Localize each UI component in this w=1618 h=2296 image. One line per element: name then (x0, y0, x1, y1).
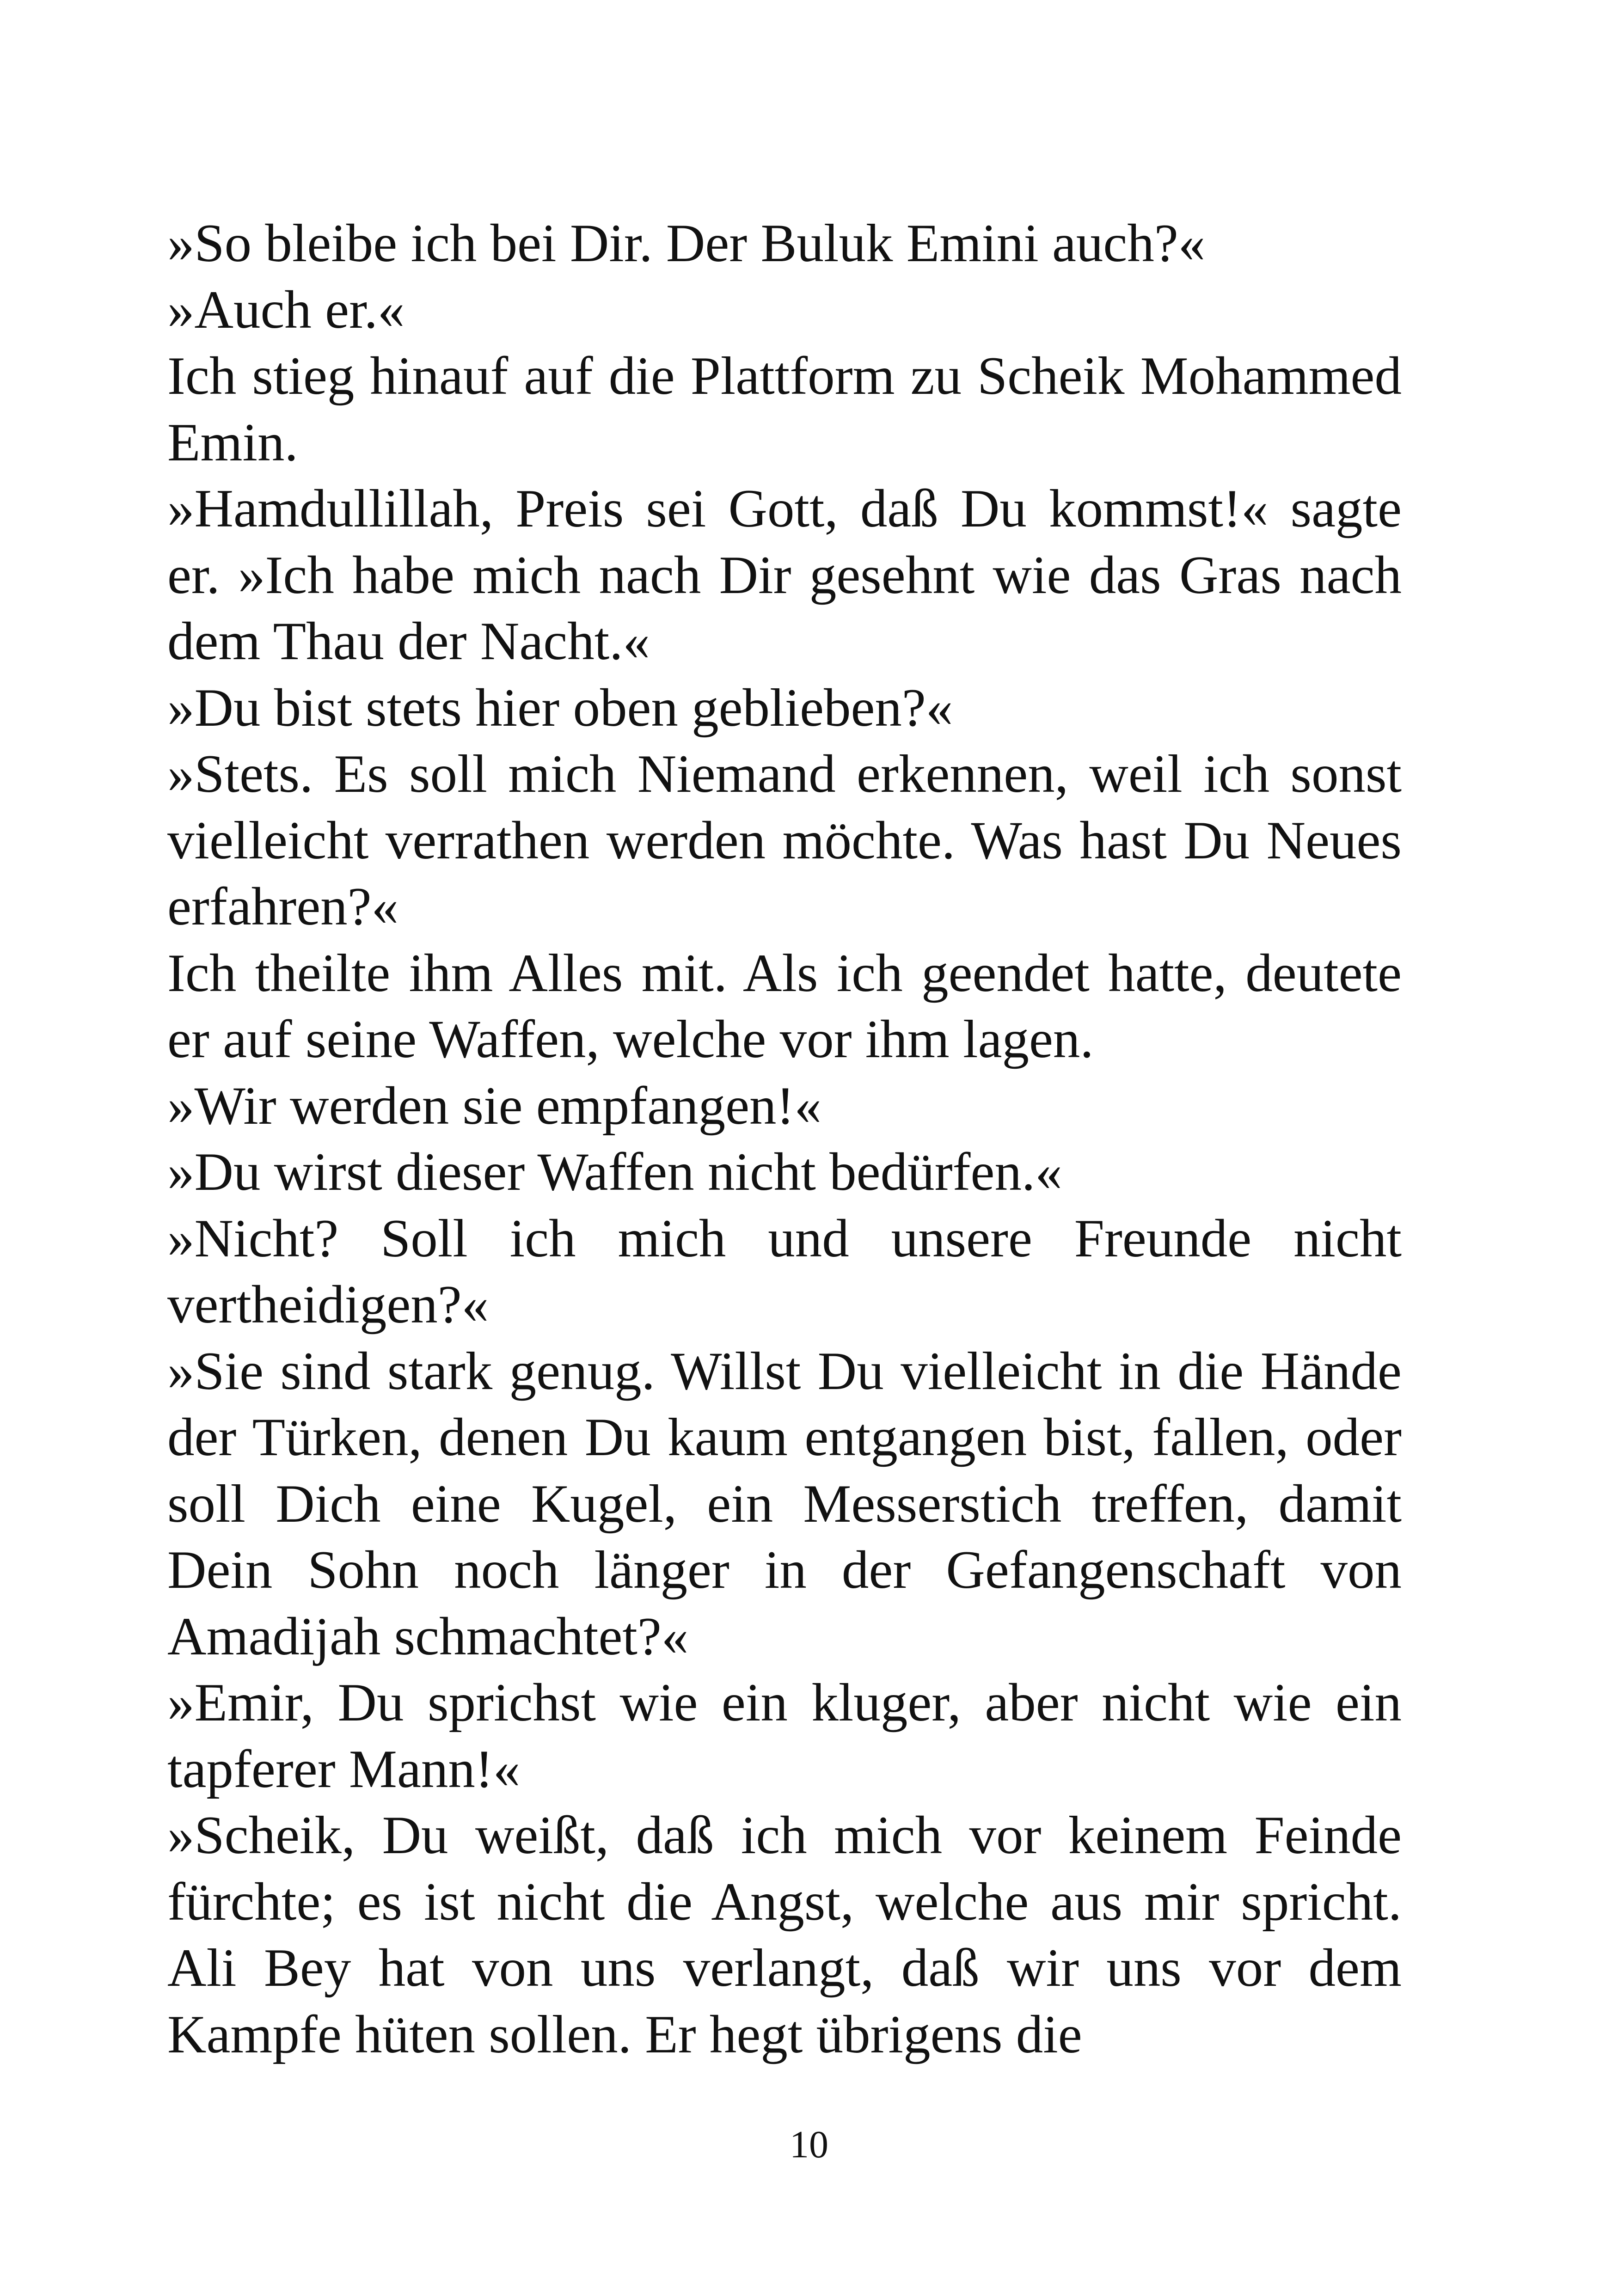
paragraph: »Scheik, Du weißt, daß ich mich vor keinem Feinde fürchte; es ist nicht die Angst, welche aus mir spricht. Ali Bey hat von uns verlangt, daß wir uns vor dem Kampfe hüten sollen. Er hegt übrigens die (167, 1806, 1402, 2064)
paragraph: »Wir werden sie empfangen!« (167, 1076, 821, 1136)
paragraph: »Auch er.« (167, 280, 405, 340)
paragraph: »Nicht? Soll ich mich und unsere Freunde nicht vertheidigen?« (167, 1208, 1402, 1335)
body-text (167, 210, 1402, 2068)
paragraph: Ich stieg hinauf auf die Plattform zu Scheik Mohammed Emin. (167, 346, 1402, 472)
paragraph: »Du bist stets hier oben geblieben?« (167, 678, 953, 738)
paragraph: »So bleibe ich bei Dir. Der Buluk Emini auch?« (167, 214, 1206, 273)
page-number: 10 (790, 2123, 828, 2166)
paragraph: »Du wirst dieser Waffen nicht bedürfen.« (167, 1142, 1062, 1202)
paragraph: »Emir, Du sprichst wie ein kluger, aber nicht wie ein tapferer Mann!« (167, 1673, 1402, 1799)
paragraph: »Sie sind stark genug. Willst Du vielleicht in die Hände der Türken, denen Du kaum entgangen bist, fallen, oder soll Dich eine Kugel, ein Messerstich treffen, damit Dein Sohn noch länger in der Gefangenschaft von Amadijah schmachtet?« (167, 1341, 1402, 1666)
paragraph: Ich theilte ihm Alles mit. Als ich geendet hatte, deutete er auf seine Waffen, welche vor ihm lagen. (167, 943, 1402, 1069)
paragraph: »Hamdullillah, Preis sei Gott, daß Du kommst!« sagte er. »Ich habe mich nach Dir gesehnt wie das Gras nach dem Thau der Nacht.« (167, 479, 1402, 671)
paragraph: »Stets. Es soll mich Niemand erkennen, weil ich sonst vielleicht verrathen werden möchte. Was hast Du Neues erfahren?« (167, 744, 1402, 937)
